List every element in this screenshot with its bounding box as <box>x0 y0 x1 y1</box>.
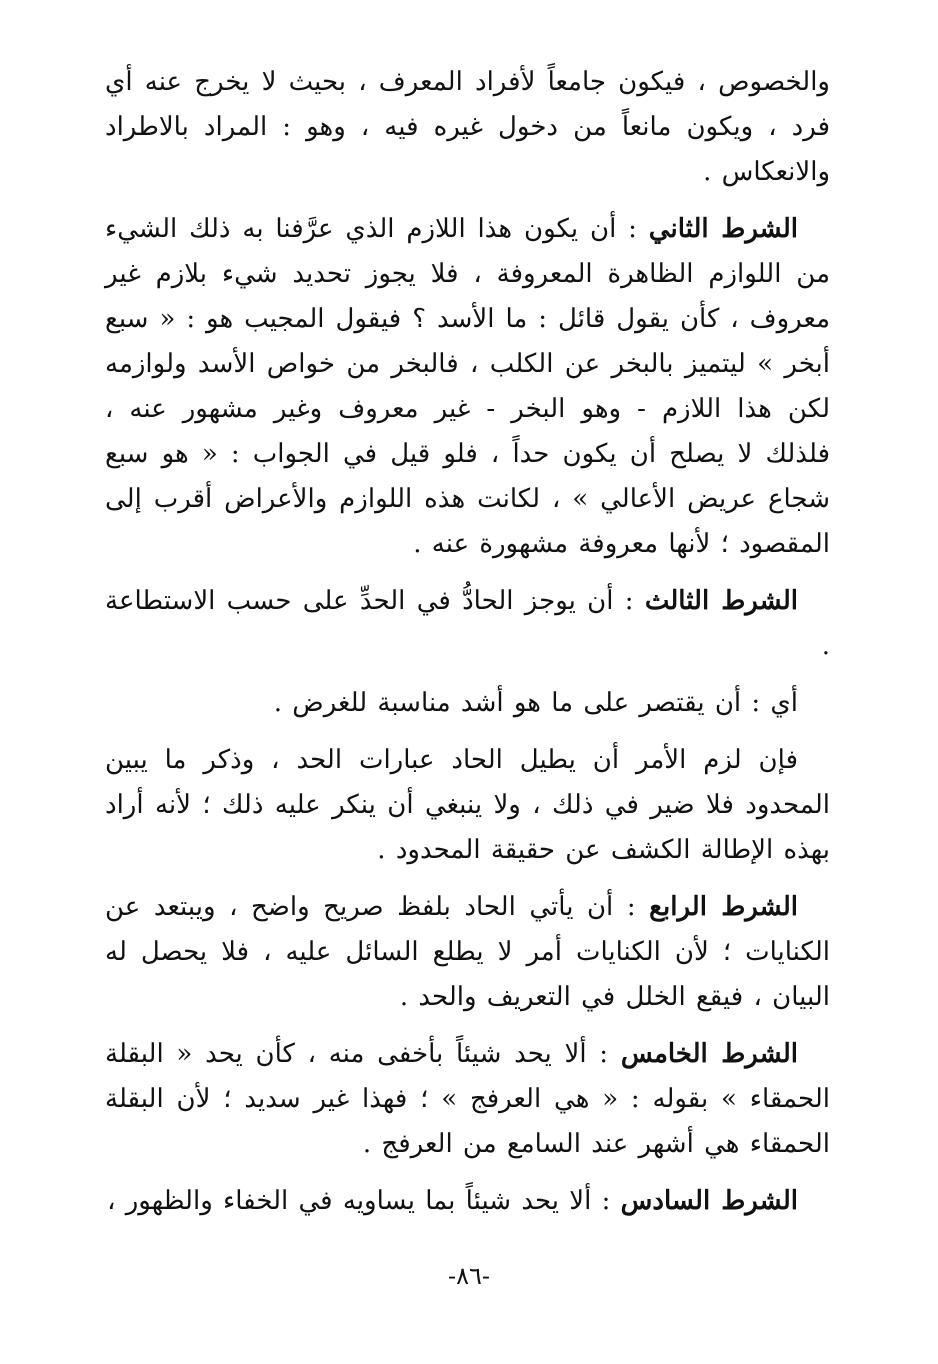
paragraph-condition-4 <box>105 885 830 1020</box>
paragraph-condition-5 <box>105 1032 830 1167</box>
paragraph-explanation <box>105 681 830 726</box>
paragraph-text: : ألا يحد شيئاً بأخفى منه ، كأن يحد « البقلة الحمقاء » بقوله : « هي العرفج » ؛ فهذا غير سديد ؛ لأن البقلة الحمقاء هي أشهر عند السامع من العرفج . <box>105 1039 830 1159</box>
page-body <box>105 60 830 1224</box>
paragraph-text: : ألا يحد شيئاً بما يساويه في الخفاء والظهور ، <box>107 1186 621 1216</box>
paragraph-text: فإن لزم الأمر أن يطيل الحاد عبارات الحد ، وذكر ما يبين المحدود فلا ضير في ذلك ، ولا ينبغي أن ينكر عليه ذلك ؛ لأنه أراد بهذه الإطالة الكشف عن حقيقة المحدود . <box>105 745 830 865</box>
paragraph-condition-3 <box>105 579 830 669</box>
paragraph-continuation <box>105 60 830 195</box>
paragraph-text: أي : أن يقتصر على ما هو أشد مناسبة للغرض . <box>273 688 798 718</box>
paragraph-text: : أن يكون هذا اللازم الذي عرَّفنا به ذلك الشيء من اللوازم الظاهرة المعروفة ، فلا يجوز تحديد شيء بلازم غير معروف ، كأن يقول قائل : ما الأسد ؟ فيقول المجيب هو : « سبع أبخر » ليتميز بالبخر عن الكلب ، فالبخر من خواص الأسد ولوازمه لكن هذا اللازم - وهو البخر - غير معروف وغير مشهور عنه ، فلذلك لا يصلح أن يكون حداً ، فلو قيل في الجواب : « هو سبع شجاع عريض الأعالي » ، لكانت هذه اللوازم والأعراض أقرب إلى المقصود ؛ لأنها معروفة مشهورة عنه . <box>105 214 830 559</box>
paragraph-condition-6 <box>105 1179 830 1224</box>
paragraph-elaboration <box>105 738 830 873</box>
condition-title: الشرط الثاني <box>648 214 799 244</box>
condition-title: الشرط الخامس <box>620 1039 798 1069</box>
condition-title: الشرط السادس <box>620 1186 798 1216</box>
condition-title: الشرط الرابع <box>649 892 798 922</box>
condition-title: الشرط الثالث <box>644 586 798 616</box>
paragraph-text: : أن يأتي الحاد بلفظ صريح واضح ، ويبتعد عن الكنايات ؛ لأن الكنايات أمر لا يطلع السائل عليه ، فلا يحصل له البيان ، فيقع الخلل في التعريف والحد . <box>105 892 830 1012</box>
paragraph-condition-2 <box>105 207 830 567</box>
page-number: -٨٦- <box>448 1262 490 1290</box>
paragraph-text: : أن يوجز الحادُّ في الحدِّ على حسب الاستطاعة . <box>105 586 830 661</box>
paragraph-text: والخصوص ، فيكون جامعاً لأفراد المعرف ، بحيث لا يخرج عنه أي فرد ، ويكون مانعاً من دخول غيره فيه ، وهو : المراد بالاطراد والانعكاس . <box>105 67 830 187</box>
